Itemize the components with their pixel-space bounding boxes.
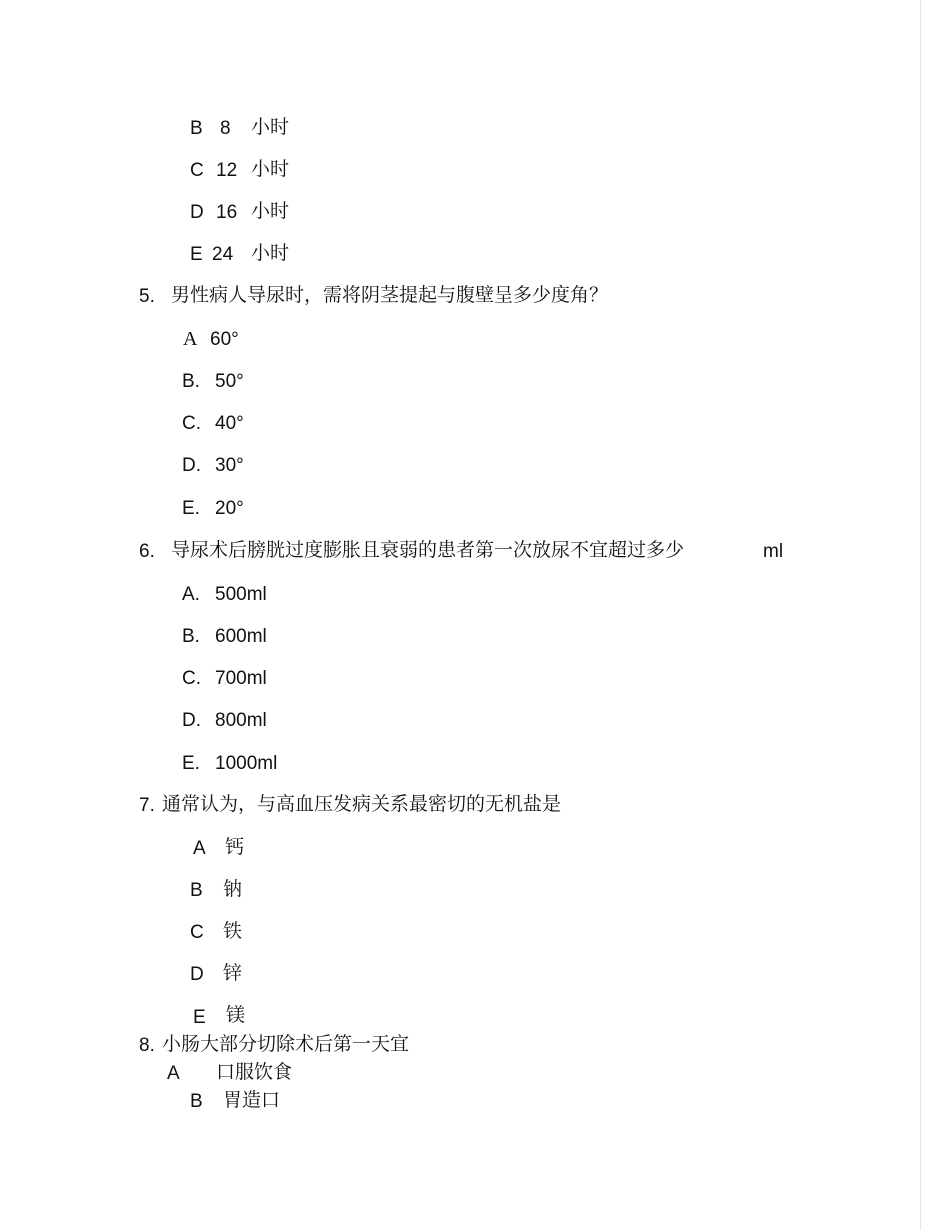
question-number: 6. — [139, 541, 155, 562]
question-number: 7. — [139, 795, 155, 816]
option-value: 锌 — [223, 962, 243, 984]
option-letter: B — [190, 880, 203, 901]
question-number: 8. — [139, 1035, 155, 1056]
option-letter: B. — [182, 371, 200, 392]
option-value: 12 — [216, 160, 238, 181]
option-letter: D — [190, 964, 204, 985]
option-value: 胃造口 — [223, 1089, 281, 1111]
option-unit: 小时 — [251, 116, 290, 138]
option-value: 600ml — [215, 626, 267, 647]
option-letter: B — [190, 1091, 203, 1112]
question-unit: ml — [763, 541, 784, 562]
question-text: 通常认为，与高血压发病关系最密切的无机盐是 — [162, 793, 562, 815]
option-letter: C — [190, 922, 204, 943]
option-unit: 小时 — [251, 200, 290, 222]
option-value: 50° — [215, 371, 244, 392]
option-value: 口服饮食 — [216, 1061, 293, 1083]
option-value: 20° — [215, 498, 244, 519]
question-number: 5. — [139, 286, 155, 307]
option-letter: C. — [182, 413, 201, 434]
option-value: 800ml — [215, 710, 267, 731]
option-letter: A — [183, 328, 198, 350]
option-value: 铁 — [223, 920, 243, 942]
question-text: 小肠大部分切除术后第一天宜 — [162, 1033, 410, 1055]
option-value: 40° — [215, 413, 244, 434]
option-letter: E — [193, 1007, 206, 1028]
option-letter: D — [190, 202, 204, 223]
question-text: 导尿术后膀胱过度膨胀且衰弱的患者第一次放尿不宜超过多少 — [171, 539, 685, 561]
option-letter: A — [193, 838, 206, 859]
option-value: 1000ml — [215, 753, 278, 774]
page-edge-rule — [920, 0, 921, 1230]
option-value: 700ml — [215, 668, 267, 689]
option-letter: E. — [182, 498, 200, 519]
option-value: 500ml — [215, 584, 267, 605]
option-value: 24 — [212, 244, 234, 265]
option-letter: B — [190, 118, 203, 139]
option-value: 镁 — [226, 1004, 246, 1026]
option-letter: D. — [182, 710, 201, 731]
option-letter: C — [190, 160, 204, 181]
option-unit: 小时 — [251, 242, 290, 264]
option-letter: B. — [182, 626, 200, 647]
option-letter: C. — [182, 668, 201, 689]
option-value: 60° — [210, 329, 239, 350]
option-letter: A. — [182, 584, 200, 605]
option-letter: E. — [182, 753, 200, 774]
question-text: 男性病人导尿时，需将阴茎提起与腹壁呈多少度角？ — [171, 284, 609, 306]
option-value: 8 — [220, 118, 231, 139]
option-value: 钙 — [225, 836, 245, 858]
option-value: 30° — [215, 455, 244, 476]
option-value: 钠 — [223, 878, 243, 900]
option-letter: D. — [182, 455, 201, 476]
option-value: 16 — [216, 202, 238, 223]
option-letter: E — [190, 244, 203, 265]
option-letter: A — [167, 1063, 180, 1084]
option-unit: 小时 — [251, 158, 290, 180]
